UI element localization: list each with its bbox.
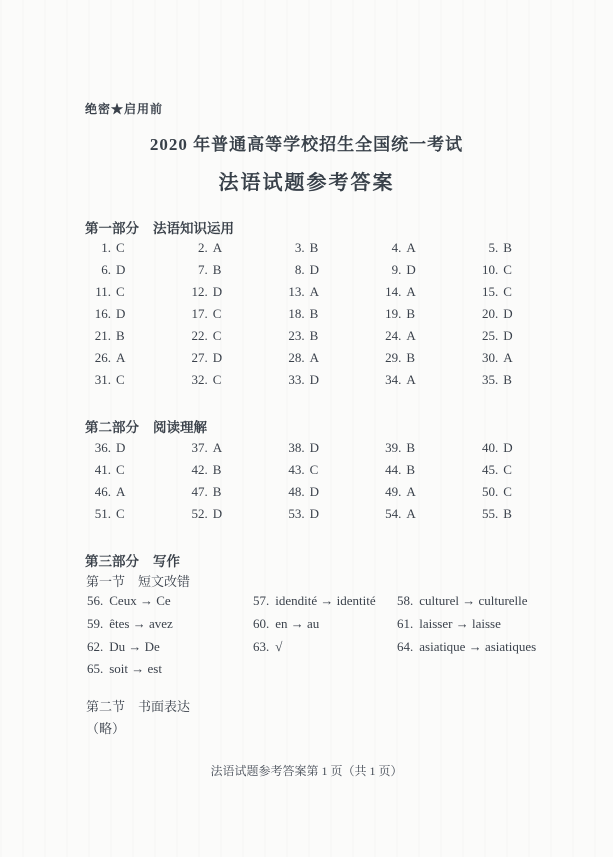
answer-letter: B xyxy=(116,328,125,343)
answer-letter: A xyxy=(212,240,223,255)
answer-item xyxy=(375,284,472,306)
answer-item xyxy=(375,328,472,350)
answer-item xyxy=(472,484,569,506)
correction-item xyxy=(253,593,397,616)
answer-item xyxy=(375,262,472,284)
correction-text: √ xyxy=(275,638,283,654)
section2-label: 第二节 xyxy=(86,699,126,714)
section1-label: 第一节 xyxy=(86,574,126,589)
answer-letter: D xyxy=(309,262,319,277)
answer-letter: B xyxy=(406,350,416,365)
answer-letter: A xyxy=(406,372,416,387)
part3-heading xyxy=(85,550,180,570)
answer-letter: D xyxy=(503,440,513,455)
document-subtitle: 法语试题参考答案 xyxy=(218,172,395,194)
answer-letter: C xyxy=(503,462,512,477)
answer-number: 21. xyxy=(94,328,111,343)
answer-letter: B xyxy=(309,240,319,255)
answer-item xyxy=(472,262,569,284)
answer-letter: B xyxy=(406,462,416,477)
answer-number: 42. xyxy=(191,462,208,477)
answer-item xyxy=(375,506,472,528)
correction-text: asiatique → asiatiques xyxy=(419,638,537,654)
correction-item xyxy=(87,593,253,616)
answer-number: 15. xyxy=(481,284,499,299)
answer-item xyxy=(472,440,569,462)
answer-item xyxy=(375,440,472,462)
document-title: 2020 年普通高等学校招生全国统一考试 xyxy=(149,135,464,154)
answer-letter: D xyxy=(309,372,319,387)
answer-item xyxy=(375,240,472,262)
answer-letter: A xyxy=(309,284,319,299)
answer-number: 45. xyxy=(481,462,499,477)
correction-number: 63. xyxy=(253,638,270,654)
correction-item xyxy=(87,639,253,662)
correction-number: 60. xyxy=(253,615,270,631)
answer-letter: B xyxy=(212,484,222,499)
answer-letter: A xyxy=(406,240,416,255)
answer-item xyxy=(85,506,182,528)
answer-letter: D xyxy=(406,262,416,277)
answer-letter: A xyxy=(406,284,416,299)
answer-letter: A xyxy=(309,350,319,365)
answer-letter: A xyxy=(116,350,126,365)
correction-text: êtes → avez xyxy=(109,615,173,631)
answer-item xyxy=(85,440,182,462)
answer-item xyxy=(472,328,569,350)
answer-number: 48. xyxy=(288,484,305,499)
part3-heading-title: 写作 xyxy=(153,554,180,569)
answer-number: 1. xyxy=(101,240,111,255)
answer-number: 3. xyxy=(294,240,305,255)
correction-number: 64. xyxy=(397,638,414,654)
answer-letter: C xyxy=(212,306,222,321)
answer-item xyxy=(182,350,279,372)
correction-item xyxy=(253,639,397,662)
part2-heading-number: 第二部分 xyxy=(85,420,139,435)
answer-letter: C xyxy=(116,284,125,299)
part3-heading-number: 第三部分 xyxy=(85,554,139,569)
answer-number: 5. xyxy=(488,240,499,255)
correction-item xyxy=(87,616,253,639)
answer-number: 9. xyxy=(391,262,402,277)
answer-letter: B xyxy=(503,372,512,387)
answer-item xyxy=(182,240,279,262)
answer-number: 31. xyxy=(94,372,111,387)
answer-number: 49. xyxy=(385,484,402,499)
answer-number: 27. xyxy=(191,350,208,365)
answer-number: 18. xyxy=(288,306,305,321)
corrections-grid xyxy=(87,593,559,684)
answer-item xyxy=(472,284,569,306)
correction-text: idendité → identité xyxy=(275,593,376,608)
answer-letter: B xyxy=(212,462,222,477)
answer-letter: C xyxy=(503,284,512,299)
answer-letter: B xyxy=(406,306,416,321)
answer-item xyxy=(182,506,279,528)
correction-number: 62. xyxy=(87,638,104,654)
answer-item xyxy=(279,350,376,372)
answer-number: 4. xyxy=(391,240,402,255)
correction-number: 56. xyxy=(87,593,104,608)
answer-item xyxy=(182,262,279,284)
classification-label: 绝密★启用前 xyxy=(85,102,164,116)
correction-number: 58. xyxy=(397,593,414,608)
answer-item xyxy=(279,462,376,484)
answer-item xyxy=(279,262,376,284)
answer-number: 53. xyxy=(288,506,305,521)
answer-item xyxy=(375,350,472,372)
answer-letter: D xyxy=(503,328,513,343)
answer-item xyxy=(279,484,376,506)
correction-number: 57. xyxy=(253,593,270,608)
answer-number: 43. xyxy=(288,462,305,477)
answer-number: 52. xyxy=(191,506,208,521)
answer-item xyxy=(182,306,279,328)
answer-letter: D xyxy=(309,440,319,455)
part2-answer-grid xyxy=(85,440,569,528)
answer-letter: C xyxy=(116,506,125,521)
answer-number: 38. xyxy=(288,440,305,455)
answer-letter: B xyxy=(309,306,319,321)
part1-heading-title: 法语知识运用 xyxy=(153,221,234,236)
answer-item xyxy=(279,372,376,394)
part2-heading xyxy=(85,416,207,436)
answer-number: 16. xyxy=(94,306,111,321)
correction-item xyxy=(397,616,559,639)
answer-item xyxy=(85,240,182,262)
answer-item xyxy=(472,306,569,328)
answer-number: 51. xyxy=(94,506,111,521)
answer-letter: D xyxy=(212,506,223,521)
answer-item xyxy=(85,484,182,506)
answer-number: 25. xyxy=(481,328,499,343)
answer-item xyxy=(279,328,376,350)
answer-number: 46. xyxy=(94,484,111,499)
answer-number: 34. xyxy=(385,372,402,387)
part1-heading-number: 第一部分 xyxy=(85,221,139,236)
correction-text: soit → est xyxy=(109,661,162,677)
answer-item xyxy=(182,284,279,306)
answer-item xyxy=(85,350,182,372)
answer-letter: B xyxy=(503,240,512,255)
answer-letter: D xyxy=(212,350,223,365)
answer-item xyxy=(182,440,279,462)
answer-number: 54. xyxy=(385,506,402,521)
correction-number: 59. xyxy=(87,615,104,631)
answer-number: 20. xyxy=(481,306,499,321)
answer-number: 19. xyxy=(385,306,402,321)
answer-item xyxy=(85,306,182,328)
correction-text: culturel → culturelle xyxy=(419,593,528,608)
correction-item xyxy=(87,661,253,684)
part1-answer-grid xyxy=(85,240,569,394)
answer-letter: D xyxy=(116,440,126,455)
answer-letter: B xyxy=(309,328,319,343)
correction-item xyxy=(253,616,397,639)
answer-letter: A xyxy=(406,506,416,521)
answer-letter: C xyxy=(212,372,222,387)
answer-number: 35. xyxy=(481,372,499,387)
answer-number: 40. xyxy=(481,440,499,455)
answer-item xyxy=(375,484,472,506)
answer-number: 17. xyxy=(191,306,208,321)
answer-number: 6. xyxy=(101,262,111,277)
answer-letter: D xyxy=(212,284,223,299)
answer-item xyxy=(472,350,569,372)
answer-letter: B xyxy=(212,262,222,277)
correction-item xyxy=(397,639,559,662)
answer-letter: C xyxy=(212,328,222,343)
answer-letter: D xyxy=(309,506,319,521)
answer-number: 24. xyxy=(385,328,402,343)
answer-number: 28. xyxy=(288,350,305,365)
answer-number: 8. xyxy=(294,262,305,277)
answer-item xyxy=(85,262,182,284)
answer-number: 37. xyxy=(191,440,208,455)
answer-item xyxy=(279,440,376,462)
answer-number: 11. xyxy=(95,284,111,299)
answer-item xyxy=(279,240,376,262)
answer-number: 29. xyxy=(385,350,402,365)
answer-letter: B xyxy=(406,440,416,455)
answer-item xyxy=(182,328,279,350)
answer-number: 23. xyxy=(288,328,305,343)
answer-letter: A xyxy=(212,440,223,455)
answer-number: 55. xyxy=(481,506,499,521)
answer-letter: D xyxy=(309,484,319,499)
answer-number: 10. xyxy=(481,262,499,277)
answer-letter: C xyxy=(309,462,319,477)
answer-number: 22. xyxy=(191,328,208,343)
answer-letter: A xyxy=(116,484,126,499)
answer-item xyxy=(279,306,376,328)
answer-number: 30. xyxy=(481,350,499,365)
answer-number: 13. xyxy=(288,284,305,299)
answer-letter: C xyxy=(116,462,125,477)
answer-item xyxy=(182,372,279,394)
section2-omitted-note: （略） xyxy=(86,721,126,736)
answer-item xyxy=(279,284,376,306)
answer-item xyxy=(375,462,472,484)
correction-text: Du → De xyxy=(109,638,160,654)
answer-letter: A xyxy=(406,484,416,499)
answer-number: 36. xyxy=(94,440,111,455)
correction-number: 65. xyxy=(87,661,104,677)
answer-number: 14. xyxy=(385,284,402,299)
answer-item xyxy=(182,462,279,484)
answer-letter: D xyxy=(116,306,126,321)
answer-letter: C xyxy=(503,262,512,277)
answer-number: 32. xyxy=(191,372,208,387)
answer-letter: D xyxy=(116,262,126,277)
answer-item xyxy=(85,462,182,484)
answer-number: 7. xyxy=(198,262,208,277)
answer-item xyxy=(472,372,569,394)
answer-item xyxy=(85,284,182,306)
answer-item xyxy=(472,240,569,262)
part1-heading xyxy=(85,217,234,237)
answer-number: 26. xyxy=(94,350,111,365)
section1-title: 短文改错 xyxy=(138,574,191,589)
answer-letter: A xyxy=(406,328,416,343)
answer-number: 12. xyxy=(191,284,208,299)
answer-item xyxy=(375,306,472,328)
answer-item xyxy=(85,328,182,350)
correction-text: en → au xyxy=(275,615,320,631)
answer-letter: C xyxy=(503,484,512,499)
answer-number: 33. xyxy=(288,372,305,387)
part2-heading-title: 阅读理解 xyxy=(153,420,207,435)
answer-item xyxy=(85,372,182,394)
answer-letter: A xyxy=(503,350,513,365)
page-footer: 法语试题参考答案第 1 页（共 1 页） xyxy=(210,764,403,778)
answer-letter: B xyxy=(503,506,512,521)
correction-item xyxy=(397,593,559,616)
correction-text: laisser → laisse xyxy=(419,615,501,631)
answer-item xyxy=(182,484,279,506)
answer-number: 2. xyxy=(198,240,208,255)
answer-number: 41. xyxy=(94,462,111,477)
correction-text: Ceux → Ce xyxy=(109,593,171,608)
answer-number: 44. xyxy=(385,462,402,477)
part3-section1-heading xyxy=(86,571,190,590)
answer-item xyxy=(472,506,569,528)
part3-section2-heading xyxy=(86,696,190,715)
section2-title: 书面表达 xyxy=(138,699,191,714)
answer-letter: C xyxy=(116,372,125,387)
answer-item xyxy=(279,506,376,528)
answer-number: 47. xyxy=(191,484,208,499)
answer-number: 50. xyxy=(481,484,499,499)
correction-number: 61. xyxy=(397,615,414,631)
answer-letter: C xyxy=(116,240,125,255)
answer-letter: D xyxy=(503,306,513,321)
answer-item xyxy=(472,462,569,484)
answer-number: 39. xyxy=(385,440,402,455)
answer-item xyxy=(375,372,472,394)
